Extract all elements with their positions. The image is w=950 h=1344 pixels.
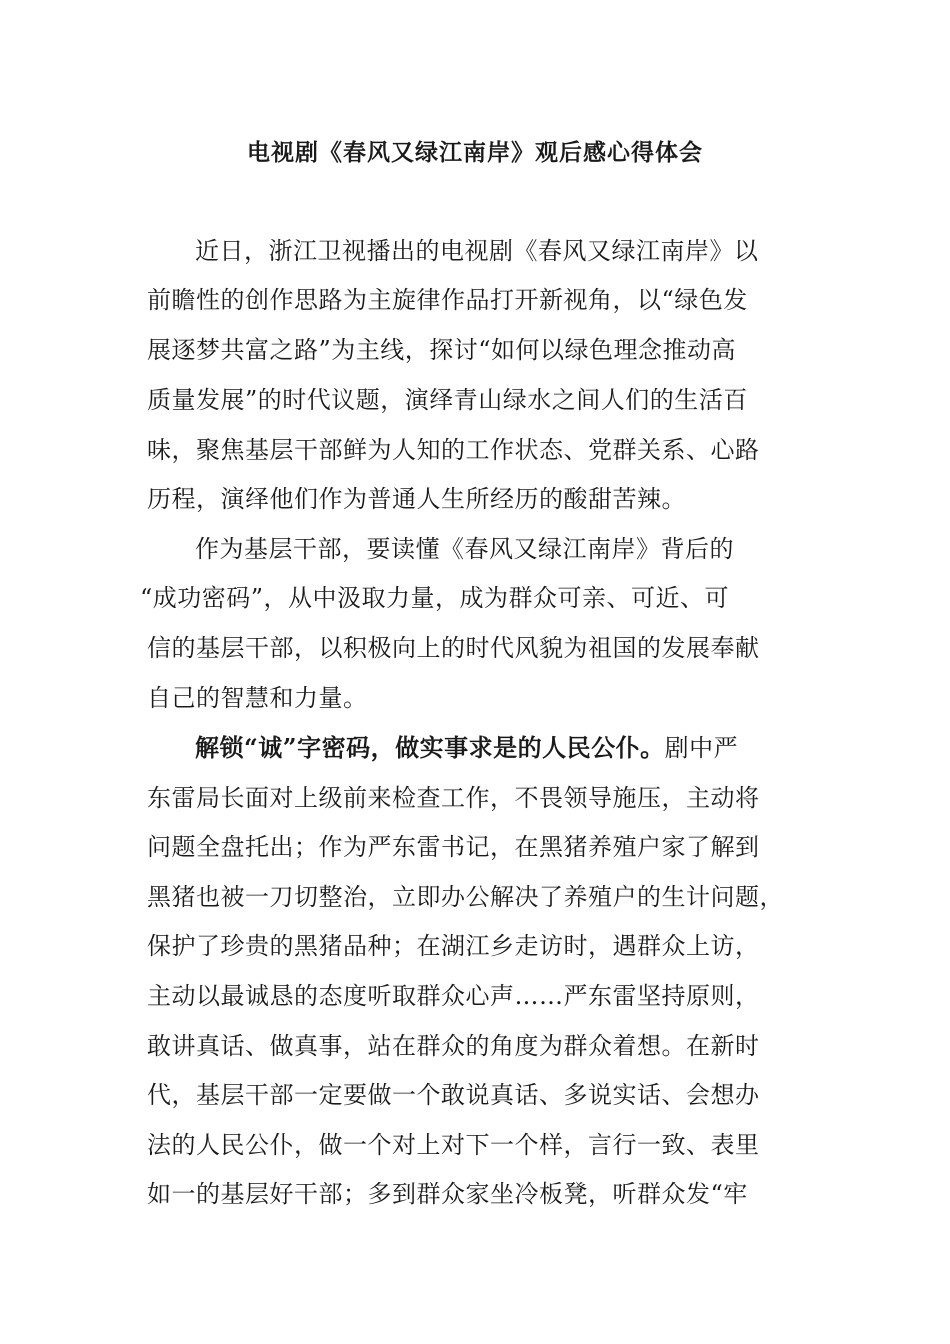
document-title: 电视剧《春风又绿江南岸》观后感心得体会 [247,139,703,166]
paragraph-line: 质量发展”的时代议题，演绎青山绿水之间人们的生活百 [147,386,748,414]
paragraph-line: 味，聚焦基层干部鲜为人知的工作状态、党群关系、心路 [147,436,760,464]
paragraph-line: 自己的智慧和力量。 [147,684,368,712]
paragraph-line: 近日，浙江卫视播出的电视剧《春风又绿江南岸》以 [195,237,759,265]
paragraph-line: 黑猪也被一刀切整治，立即办公解决了养殖户的生计问题， [147,883,784,911]
paragraph-line: “成功密码”，从中汲取力量，成为群众可亲、可近、可 [140,584,730,612]
paragraph-line: 历程，演绎他们作为普通人生所经历的酸甜苦辣。 [147,485,686,513]
section-paragraph-first-line [195,728,738,768]
paragraph-line: 作为基层干部，要读懂《春风又绿江南岸》背后的 [195,535,734,563]
paragraph-line: 如一的基层好干部；多到群众家坐冷板凳，听群众发“牢 [147,1180,748,1208]
paragraph-line: 敢讲真话、做真事，站在群众的角度为群众着想。在新时 [147,1032,760,1060]
section-heading: 解锁“诚”字密码，做实事求是的人民公仆。 [195,733,665,762]
paragraph-line: 代，基层干部一定要做一个敢说真话、多说实话、会想办 [147,1081,760,1109]
paragraph-line: 主动以最诚恳的态度听取群众心声……严东雷坚持原则， [147,982,760,1010]
paragraph-line: 问题全盘托出；作为严东雷书记，在黑猪养殖户家了解到 [147,833,760,861]
paragraph-line: 东雷局长面对上级前来检查工作，不畏领导施压，主动将 [147,784,760,812]
paragraph-line: 信的基层干部，以积极向上的时代风貌为祖国的发展奉献 [147,634,760,662]
paragraph-line: 法的人民公仆，做一个对上对下一个样，言行一致、表里 [147,1131,760,1159]
paragraph-text: 剧中严 [664,734,739,762]
paragraph-line: 保护了珍贵的黑猪品种；在湖江乡走访时，遇群众上访， [147,932,760,960]
paragraph-line: 展逐梦共富之路”为主线，探讨“如何以绿色理念推动高 [147,336,737,364]
paragraph-line: 前瞻性的创作思路为主旋律作品打开新视角，以“绿色发 [147,286,748,314]
